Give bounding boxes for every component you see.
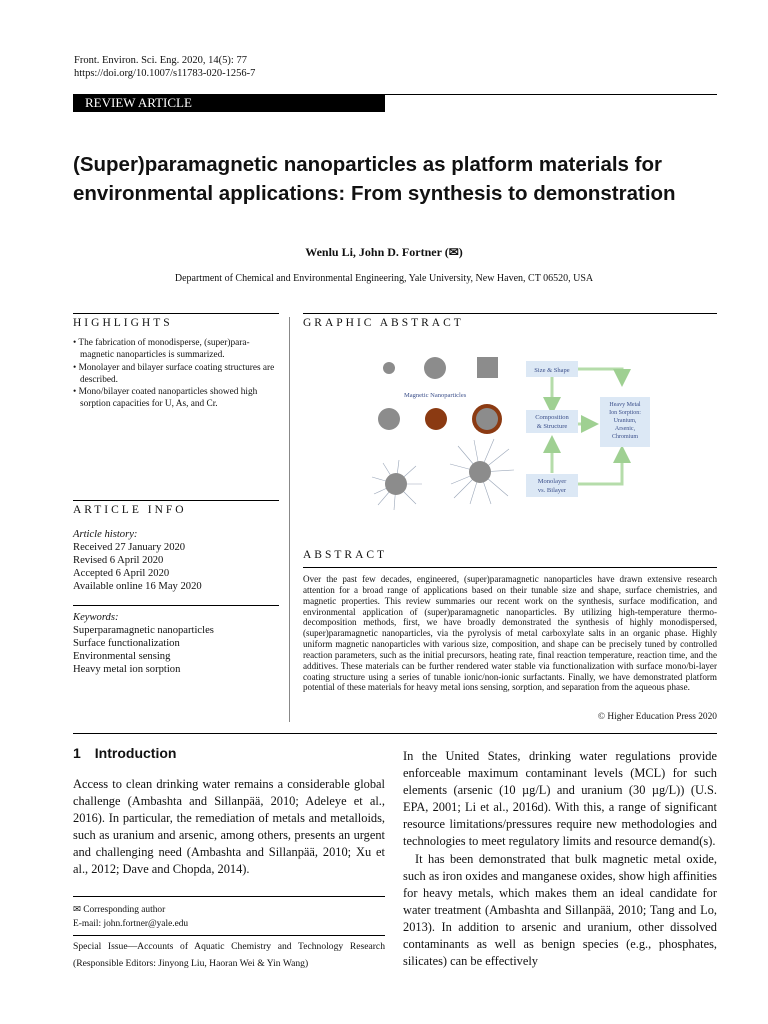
article-info-heading: ARTICLE INFO <box>73 504 187 516</box>
corresponding-author: ✉ Corresponding author <box>73 905 166 915</box>
intro-paragraph-2: In the United States, drinking water regulations provide enforceable maximum contaminant levels (MCL) for such elements (arsenic (10 µg/L) and uranium (30 µg/L)) (U.S. EPA, 2001; Li et al., 2016d). With this, a range of significant resource limitations/pressures require new methodologies and technologies to meet regulatory limits and resource demand(s). <box>403 749 717 849</box>
history-revised: Revised 6 April 2020 <box>73 555 164 566</box>
heavy-metal-label: Heavy Metal <box>609 402 641 408</box>
highlight-item: • Monolayer and bilayer surface coating structures are described. <box>73 362 275 385</box>
special-issue-rule <box>73 935 385 936</box>
section-title: Introduction <box>94 745 177 761</box>
history-accepted: Accepted 6 April 2020 <box>73 568 170 579</box>
intro-column-2 <box>403 748 717 970</box>
article-type-badge: REVIEW ARTICLE <box>73 94 385 112</box>
core-shell-inner-icon <box>476 408 498 430</box>
highlights-list <box>73 337 279 411</box>
heavy-metal-label: Arsenic, <box>614 426 636 432</box>
section-number: 1 <box>73 745 81 761</box>
footnote <box>73 903 385 931</box>
composition-label: Composition <box>535 414 569 421</box>
doi-link[interactable]: https://doi.org/10.1007/s11783-020-1256-7 <box>74 68 256 79</box>
body-rule <box>73 733 717 734</box>
journal-header <box>74 54 255 80</box>
small-particle-icon <box>383 362 395 374</box>
highlights-heading: HIGHLIGHTS <box>73 317 173 329</box>
title-line-2: environmental applications: From synthesis to demonstration <box>73 182 676 205</box>
author-list[interactable]: Wenlu Li, John D. Fortner (✉) <box>305 245 463 259</box>
article-info <box>73 528 279 593</box>
keywords <box>73 611 279 676</box>
graphic-abstract-heading: GRAPHIC ABSTRACT <box>303 317 464 329</box>
heavy-metal-label: Chromium <box>611 434 639 440</box>
graphic-abstract-figure <box>366 344 656 514</box>
history-label: Article history: <box>73 529 138 540</box>
keyword[interactable]: Environmental sensing <box>73 651 171 662</box>
highlights-rule <box>73 313 279 314</box>
composition-label-2: & Structure <box>536 423 568 430</box>
abstract-rule <box>303 567 717 568</box>
size-shape-label: Size & Shape <box>534 367 570 374</box>
monolayer-label: Monolayer <box>537 478 567 485</box>
article-info-rule <box>73 500 279 501</box>
heavy-metal-label: Ion Sorption: <box>609 410 641 416</box>
history-online: Available online 16 May 2020 <box>73 581 202 592</box>
keywords-rule <box>73 605 279 606</box>
paper-title <box>73 150 733 208</box>
title-line-1: (Super)paramagnetic nanoparticles as platform materials for <box>73 153 662 176</box>
monolayer-label-2: vs. Bilayer <box>537 487 567 494</box>
column-divider <box>289 317 290 722</box>
header-rule <box>385 94 717 95</box>
graphic-abstract-rule <box>303 313 717 314</box>
footnote-rule <box>73 896 385 897</box>
monolayer-coated-particle-icon <box>372 460 422 510</box>
highlight-item: • Mono/bilayer coated nanoparticles showed high sorption capacities for U, As, and Cr. <box>73 387 258 410</box>
section-heading-introduction <box>73 745 176 761</box>
keywords-label: Keywords: <box>73 612 119 623</box>
highlight-item: • The fabrication of monodisperse, (super)para-magnetic nanoparticles is summarized. <box>73 338 250 361</box>
history-received: Received 27 January 2020 <box>73 542 186 553</box>
magnetic-nanoparticles-label: Magnetic Nanoparticles <box>404 392 467 399</box>
large-particle-icon <box>424 357 446 379</box>
keyword[interactable]: Surface functionalization <box>73 638 180 649</box>
author-email[interactable]: E-mail: john.fortner@yale.edu <box>73 919 189 929</box>
copyright: © Higher Education Press 2020 <box>597 712 717 722</box>
manganese-oxide-particle-icon <box>425 408 447 430</box>
keyword[interactable]: Superparamagnetic nanoparticles <box>73 625 214 636</box>
iron-oxide-particle-icon <box>378 408 400 430</box>
special-issue-note: Special Issue—Accounts of Aquatic Chemistry and Technology Research (Responsible Editors: Jinyong Liu, Haoran Wei & Yin Wang) <box>73 941 385 969</box>
cube-particle-icon <box>477 357 498 378</box>
journal-citation: Front. Environ. Sci. Eng. 2020, 14(5): 77 <box>74 55 247 66</box>
affiliation: Department of Chemical and Environmental Engineering, Yale University, New Haven, CT 06520, USA <box>174 273 594 284</box>
abstract-heading: ABSTRACT <box>303 549 388 561</box>
intro-paragraph-3: It has been demonstrated that bulk magnetic metal oxide, such as iron oxides and manganese oxides, show high affinities for heavy metals, which makes them an ideal candidate for water treatment (Ambashta and Sillanpää, 2010; Tang and Lo, 2013). In addition to arsenic and uranium, other dissolved contaminants as well as benign species (e.g., phosphates, silicates) can be effectively <box>403 851 717 969</box>
abstract-text: Over the past few decades, engineered, (super)paramagnetic nanoparticles have drawn extensive research attention for a broad range of applications based on their tunable size and shape, surface chemistries, and magnetic properties. This review summaries our recent work on the synthesis, surface modification, and environmental application of (super)paramagnetic nanoparticles. By utilizing high-temperature thermo-decomposition methods, first, we have broadly demonstrated the synthesis of highly monodispersed, (super)paramagnetic nanoparticles, via the pyrolysis of metal carboxylate salts in an organic phase. Highly uniform magnetic nanoparticles with various size, composition, and shape can be precisely tuned by controlled reaction parameters, such as the initial precursors, heating rate, final reaction temperature, reaction time, and the additives. These materials can be further rendered water stable via functionalization with surface mono/bi-layer coating structure using a series of tunable ionic/non-ionic surfactants. Finally, we have demonstrated platform potential of these materials for heavy metal ions sensing, sorption, and separation from the aqueous phase. <box>303 574 717 693</box>
keyword[interactable]: Heavy metal ion sorption <box>73 664 181 675</box>
heavy-metal-label: Uranium, <box>613 418 637 424</box>
bilayer-coated-particle-icon <box>450 439 514 504</box>
intro-paragraph-1: Access to clean drinking water remains a considerable global challenge (Ambashta and Sillanpää, 2010; Adeleye et al., 2016). In particular, the remediation of metals and metalloids, such as uranium and arsenic, among others, presents an urgent and challenging need (Ambashta and Sillanpää, 2010; Xu et al., 2012; Dave and Chopda, 2014). <box>73 777 385 877</box>
